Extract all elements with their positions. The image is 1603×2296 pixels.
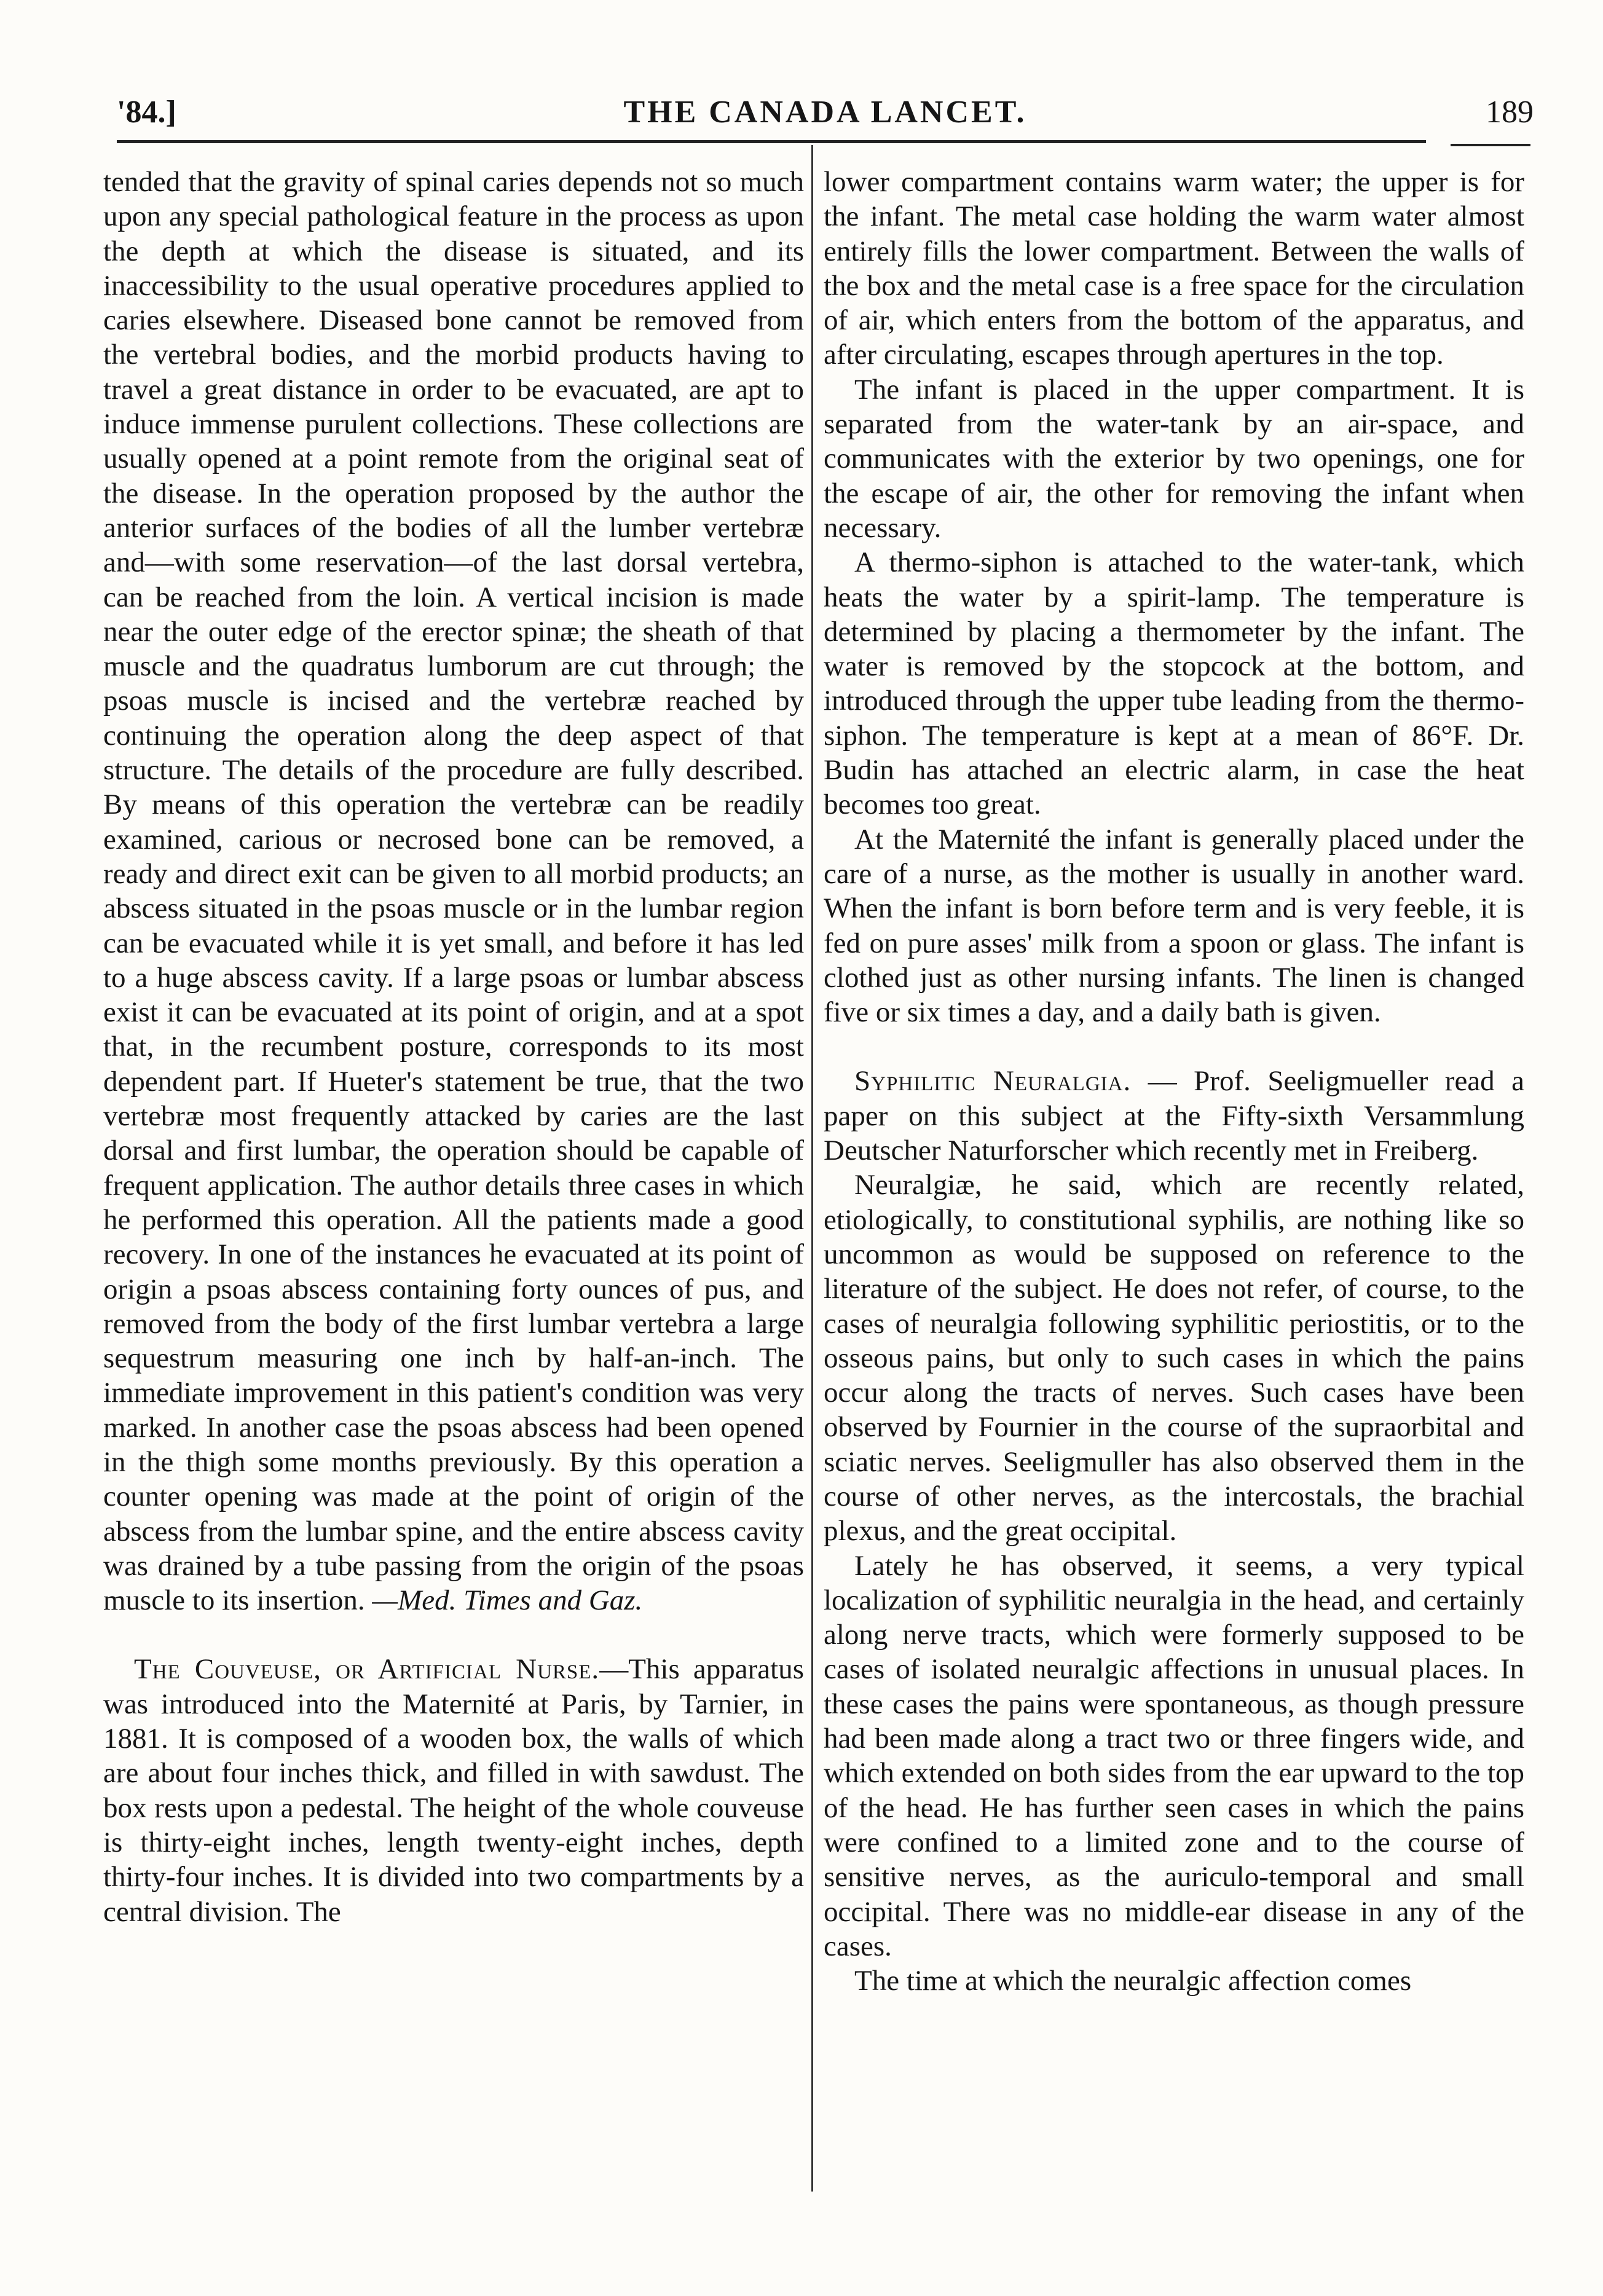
- couveuse-article: [103, 1652, 804, 1928]
- couveuse-continuation: lower compartment contains warm water; the upper is for the infant. The metal case holding the warm water almost entirely fills the lower compartment. Between the walls of the box and the metal case is a free space for the circulation of air, which enters from the bottom of the apparatus, and after circulating, escapes through apertures in the top.: [824, 166, 1524, 371]
- syphilitic-text: — Prof. Seeligmueller read a paper on this subject at the Fifty-sixth Versammlung Deutscher Naturforscher which recently met in Freiberg.: [824, 1065, 1524, 1167]
- journal-title: THE CANADA LANCET.: [623, 95, 1027, 130]
- page-number: 189: [1486, 95, 1534, 130]
- couveuse-infant-paragraph: The infant is placed in the upper compartment. It is separated from the water-tank by an air-space, and communicates with the exterior by two openings, one for the escape of air, the other for removing the infant when necessary.: [824, 373, 1524, 544]
- running-header: [117, 83, 1534, 138]
- neuralgic-time-paragraph: The time at which the neuralgic affection comes: [854, 1965, 1412, 1997]
- couveuse-thermo-paragraph: A thermo-siphon is attached to the water-tank, which heats the water by a spirit-lamp. The temperature is determined by placing a thermometer by the infant. The water is removed by the stopcock at the bottom, and introduced through the upper tube leading from the thermo-siphon. The temperature is kept at a mean of 86°F. Dr. Budin has attached an electric alarm, in case the heat becomes too great.: [824, 546, 1524, 821]
- article-continuation: [103, 165, 804, 1618]
- header-rule: [117, 140, 1426, 143]
- syphilitic-article: [824, 1064, 1524, 1168]
- section-gap: [824, 1029, 1524, 1064]
- neuralgia-paragraph: Neuralgiæ, he said, which are recently related, etiologically, to constitutional syphilis, are nothing like so uncommon as would be supposed on reference to the literature of the subject. He does not refer, of course, to the cases of neuralgia following syphilitic periostitis, or to the osseous pains, but only to such cases in which the pains occur along the tracts of nerves. Such cases have been observed by Fournier in the course of the supraorbital and sciatic nerves. Seeligmuller has also observed them in the course of other nerves, as the intercostals, the brachial plexus, and the great occipital.: [824, 1169, 1524, 1547]
- right-column: [824, 165, 1524, 1998]
- couveuse-heading: The Couveuse, or Artificial Nurse.: [134, 1653, 600, 1686]
- header-rule-short: [1451, 144, 1530, 146]
- article-source: —Med. Times and Gaz.: [372, 1584, 643, 1617]
- syphilitic-heading: Syphilitic Neuralgia.: [854, 1065, 1132, 1098]
- couveuse-maternite-paragraph: At the Maternité the infant is generally placed under the care of a nurse, as the mother is usually in another ward. When the infant is born before term and is very feeble, it is fed on pure asses' milk from a spoon or glass. The infant is clothed just as other nursing infants. The linen is changed five or six times a day, and a daily bath is given.: [824, 823, 1524, 1029]
- left-column: [103, 165, 804, 1929]
- couveuse-text: —This apparatus was introduced into the Maternité at Paris, by Tarnier, in 1881. It is composed of a wooden box, the walls of which are about four inches thick, and filled in with sawdust. The box rests upon a pedestal. The height of the whole couveuse is thirty-eight inches, length twenty-eight inches, depth thirty-four inches. It is divided into two compartments by a central division. The: [103, 1653, 804, 1928]
- volume-year: '84.]: [117, 95, 176, 130]
- article-continuation-text: tended that the gravity of spinal caries depends not so much upon any special pathological feature in the process as upon the depth at which the disease is situated, and its inaccessibility to the usual operative procedures applied to caries elsewhere. Diseased bone cannot be removed from the vertebral bodies, and the morbid products having to travel a great distance in order to be evacuated, are apt to induce immense purulent collections. These collections are usually opened at a point remote from the original seat of the disease. In the operation proposed by the author the anterior surfaces of the bodies of all the lumber vertebræ and—with some reservation—of the last dorsal vertebra, can be reached from the loin. A vertical incision is made near the outer edge of the erector spinæ; the sheath of that muscle and the quadratus lumborum are cut through; the psoas muscle is incised and the vertebræ reached by continuing the operation along the deep aspect of that structure. The details of the procedure are fully described. By means of this operation the vertebræ can be readily examined, carious or necrosed bone can be removed, a ready and direct exit can be given to all morbid products; an abscess situated in the psoas muscle or in the lumbar region can be evacuated while it is yet small, and before it has led to a huge abscess cavity. If a large psoas or lumbar abscess exist it can be evacuated at its point of origin, and at a spot that, in the recumbent posture, corresponds to its most dependent part. If Hueter's statement be true, that the two vertebræ most frequently attacked by caries are the last dorsal and first lumbar, the operation should be capable of frequent application. The author details three cases in which he performed this operation. All the patients made a good recovery. In one of the instances he evacuated at its point of origin a psoas abscess containing forty ounces of pus, and removed from the body of the first lumbar vertebra a large sequestrum measuring one inch by half-an-inch. The immediate improvement in this patient's condition was very marked. In another case the psoas abscess had been opened in the thigh some months previously. By this operation a counter opening was made at the point of origin of the abscess from the lumbar spine, and the entire abscess cavity was drained by a tube passing from the origin of the psoas muscle to its insertion.: [103, 166, 804, 1617]
- column-divider: [811, 145, 813, 2192]
- localization-paragraph: Lately he has observed, it seems, a very typical localization of syphilitic neuralgia in the head, and certainly along nerve tracts, which were formerly supposed to be cases of isolated neuralgic affections in unusual places. In these cases the pains were spontaneous, as though pressure had been made along a tract two or three fingers wide, and which extended on both sides from the ear upward to the top of the head. He has further seen cases in which the pains were confined to a limited zone and to the course of sensitive nerves, as the auriculo-temporal and small occipital. There was no middle-ear disease in any of the cases.: [824, 1549, 1524, 1962]
- section-gap: [103, 1618, 804, 1652]
